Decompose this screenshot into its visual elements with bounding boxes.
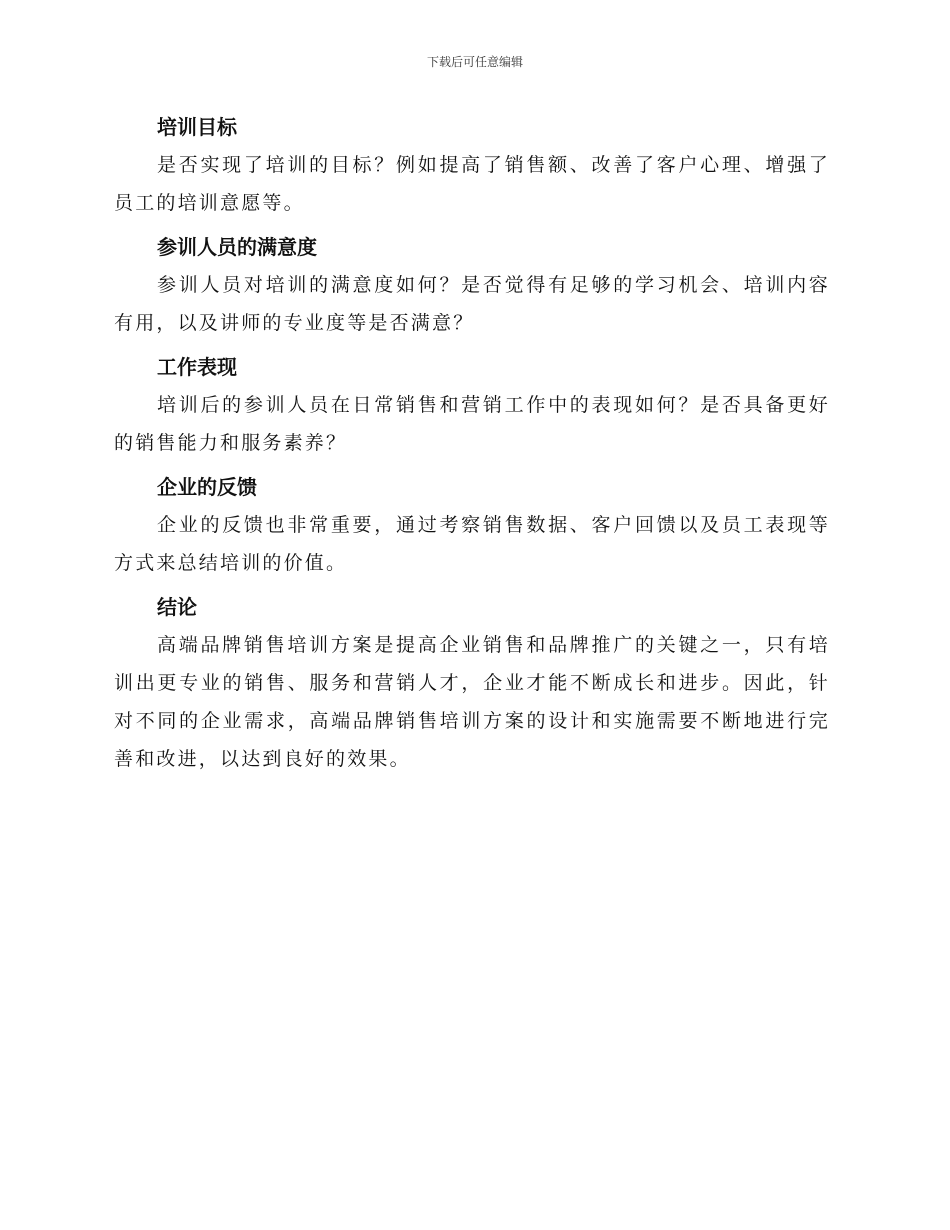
section-heading: 结论 — [157, 595, 197, 619]
section-participant-satisfaction — [114, 228, 830, 342]
section-paragraph: 参训人员对培训的满意度如何？是否觉得有足够的学习机会、培训内容有用，以及讲师的专业度等是否满意？ — [114, 274, 830, 334]
section-training-goal — [114, 108, 830, 222]
section-paragraph: 高端品牌销售培训方案是提高企业销售和品牌推广的关键之一，只有培训出更专业的销售、服务和营销人才，企业才能不断成长和进步。因此，针对不同的企业需求，高端品牌销售培训方案的设计和实施需要不断地进行完善和改进，以达到良好的效果。 — [114, 634, 830, 770]
section-paragraph: 企业的反馈也非常重要，通过考察销售数据、客户回馈以及员工表现等方式来总结培训的价值。 — [114, 514, 830, 574]
section-heading: 工作表现 — [157, 355, 237, 379]
document-body — [114, 108, 830, 784]
section-paragraph: 培训后的参训人员在日常销售和营销工作中的表现如何？是否具备更好的销售能力和服务素养？ — [114, 394, 830, 454]
section-heading: 培训目标 — [157, 115, 237, 139]
section-work-performance — [114, 348, 830, 462]
section-heading: 企业的反馈 — [157, 475, 257, 499]
section-heading: 参训人员的满意度 — [157, 235, 317, 259]
section-paragraph: 是否实现了培训的目标？例如提高了销售额、改善了客户心理、增强了员工的培训意愿等。 — [114, 154, 830, 214]
section-company-feedback — [114, 468, 830, 582]
page-header: 下载后可任意编辑 — [426, 55, 523, 69]
section-conclusion — [114, 588, 830, 778]
